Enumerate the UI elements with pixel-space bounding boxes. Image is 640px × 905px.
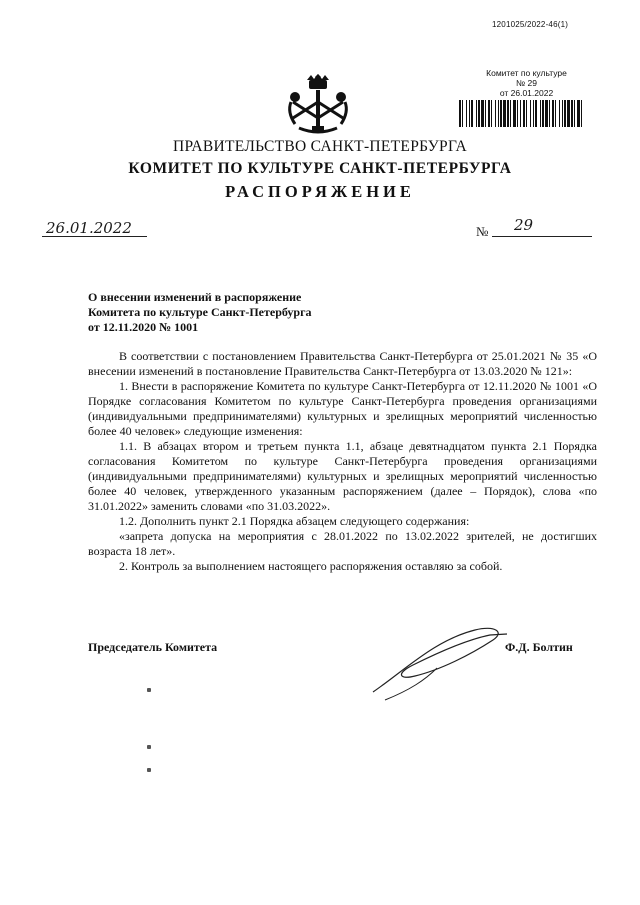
barcode-bar xyxy=(542,100,544,127)
barcode-bar xyxy=(495,100,496,127)
barcode-bar xyxy=(462,100,463,127)
date-underline xyxy=(42,236,147,237)
barcode-bar xyxy=(466,100,467,127)
barcode-bar xyxy=(517,100,518,127)
barcode-bar xyxy=(552,100,554,127)
scan-mark xyxy=(147,768,151,772)
barcode-bar xyxy=(555,100,556,127)
barcode-bar xyxy=(471,100,473,127)
barcode-bar xyxy=(500,100,502,127)
barcode-bar xyxy=(507,100,509,127)
document-type-title: РАСПОРЯЖЕНИЕ xyxy=(225,182,415,201)
barcode-bar xyxy=(491,100,492,127)
barcode-bar xyxy=(459,100,461,127)
barcode-bar xyxy=(469,100,470,127)
barcode-bar xyxy=(481,100,484,127)
barcode-bar xyxy=(567,100,570,127)
barcode-bar xyxy=(530,100,531,127)
barcode-bar xyxy=(562,100,563,127)
committee-title: КОМИТЕТ ПО КУЛЬТУРЕ САНКТ-ПЕТЕРБУРГА xyxy=(128,160,512,177)
barcode-bar xyxy=(485,100,486,127)
barcode-bar xyxy=(540,100,541,127)
subject-line-1: О внесении изменений в распоряжение xyxy=(88,290,302,304)
subject-line-2: Комитета по культуре Санкт-Петербурга xyxy=(88,305,312,319)
barcode-bar xyxy=(526,100,527,127)
body-paragraph-1: 1. Внести в распоряжение Комитета по культуре Санкт-Петербурга от 12.11.2020 № 1001 «О Порядке согласования Комитетом по культуре Санкт-Петербурга проведения организациями (индивидуальными предпринимателями) культурных и зрелищных мероприятий численностью более 40 человек» следующие изменения: xyxy=(88,379,597,438)
body-paragraph-1-2: 1.2. Дополнить пункт 2.1 Порядка абзацем следующего содержания: xyxy=(119,514,470,528)
document-subject xyxy=(88,290,388,335)
barcode xyxy=(459,100,583,127)
scan-mark xyxy=(147,688,151,692)
number-underline xyxy=(492,236,592,237)
stamp-line-1: Комитет по культуре xyxy=(486,68,567,78)
barcode-bar xyxy=(581,100,582,127)
government-title: ПРАВИТЕЛЬСТВО САНКТ-ПЕТЕРБУРГА xyxy=(172,138,468,155)
stamp-line-3: от 26.01.2022 xyxy=(499,88,554,98)
subject-line-3: от 12.11.2020 № 1001 xyxy=(88,320,199,334)
barcode-bar xyxy=(571,100,573,127)
handwritten-date: 26.01.2022 xyxy=(46,219,132,237)
coat-of-arms-emblem xyxy=(285,72,351,136)
barcode-bar xyxy=(478,100,480,127)
barcode-bar xyxy=(577,100,580,127)
barcode-bar xyxy=(498,100,499,127)
barcode-bar xyxy=(488,100,490,127)
barcode-bar xyxy=(503,100,506,127)
stamp-line-2: № 29 xyxy=(516,78,537,88)
registration-stamp xyxy=(464,68,589,98)
body-paragraph-quote: «запрета допуска на мероприятия с 28.01.2022 по 13.02.2022 зрителей, не достигших возраста 18 лет». xyxy=(88,529,597,558)
barcode-bar xyxy=(535,100,537,127)
barcode-bar xyxy=(476,100,477,127)
body-paragraph-preamble: В соответствии с постановлением Правительства Санкт-Петербурга от 25.01.2021 № 35 «О внесении изменений в постановление Правительства Санкт-Петербурга от 13.03.2020 № 121»: xyxy=(88,349,597,378)
handwritten-number: 29 xyxy=(514,216,534,234)
barcode-bar xyxy=(574,100,575,127)
barcode-bar xyxy=(545,100,548,127)
barcode-bar xyxy=(520,100,521,127)
barcode-bar xyxy=(513,100,516,127)
barcode-bar xyxy=(559,100,560,127)
barcode-bar xyxy=(533,100,534,127)
number-label: № xyxy=(476,224,489,239)
barcode-bar xyxy=(510,100,511,127)
handwritten-signature xyxy=(365,610,515,705)
barcode-bar xyxy=(523,100,525,127)
document-registration-number: 1201025/2022-46(1) xyxy=(492,20,569,29)
signatory-title: Председатель Комитета xyxy=(88,640,218,654)
barcode-bar xyxy=(564,100,566,127)
document-body xyxy=(88,349,597,574)
signatory-name: Ф.Д. Болтин xyxy=(505,640,573,654)
scan-mark xyxy=(147,745,151,749)
body-paragraph-1-1: 1.1. В абзацах втором и третьем пункта 1.1, абзаце девятнадцатом пункта 2.1 Порядка согласования Комитетом по культуре Санкт-Петербурга проведения организациями (индивидуальными предпринимателями) культурных и зрелищных мероприятий численностью более 40 человек, утвержденного указанным распоряжением (далее – Порядок), слова «по 31.01.2022» заменить словами «по 31.03.2022». xyxy=(88,439,597,513)
barcode-bar xyxy=(549,100,550,127)
body-paragraph-2: 2. Контроль за выполнением настоящего распоряжения оставляю за собой. xyxy=(119,559,503,573)
